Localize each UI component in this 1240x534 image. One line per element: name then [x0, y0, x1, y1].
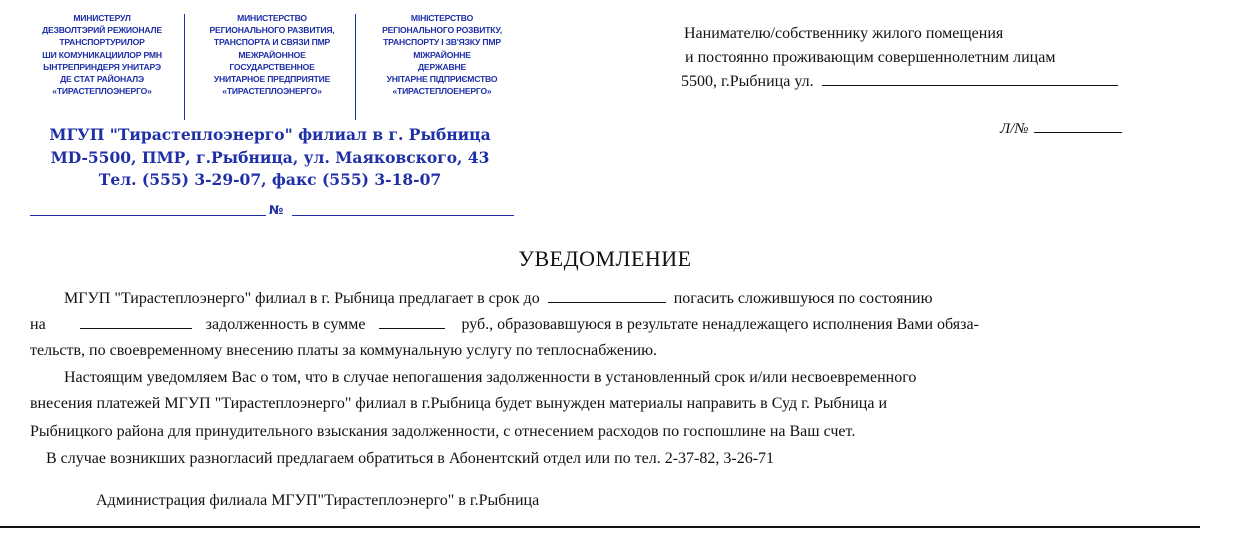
stamp-column-russian	[192, 12, 352, 97]
body-line: внесения платежей МГУП "Тирастеплоэнерго" филиал в г.Рыбница будет вынужден материалы направить в Суд г. Рыбница и	[30, 395, 888, 412]
addressee-block	[681, 22, 1118, 94]
stamp-column-ukrainian	[362, 12, 522, 97]
stamp-text: ТРАНСПОРТУ І ЗВ'ЯЗКУ ПМР	[383, 37, 501, 48]
number-sign: №	[269, 203, 284, 217]
stamp-organization-block	[0, 124, 540, 192]
stamp-text: УНИТАРНОЕ ПРЕДПРИЯТИЕ	[213, 74, 331, 85]
letterhead-stamp	[0, 0, 540, 240]
account-label: Л/№	[1000, 121, 1029, 137]
body-line: В случае возникших разногласий предлагаем обратиться в Абонентский отдел или по тел. 2-37-82, 3-26-71	[46, 450, 775, 467]
stamp-text: ТРАНСПОРТА И СВЯЗИ ПМР	[213, 37, 331, 48]
stamp-text: ДЕРЖАВНЕ	[418, 61, 466, 72]
stamp-text: ГОСУДАРСТВЕННОЕ	[229, 61, 315, 72]
deadline-blank	[548, 289, 666, 303]
stamp-text: ЫНТРЕПРИНДЕРЯ УНИТАРЭ	[43, 61, 161, 72]
addressee-address-label: 5500, г.Рыбница ул.	[681, 73, 814, 90]
stamp-text: «ТИРАСТЕПЛОЭНЕРГО»	[222, 86, 322, 97]
outgoing-date-field	[30, 215, 266, 216]
stamp-text: МІНІСТЕРСТВО	[410, 13, 474, 23]
stamp-divider	[355, 14, 356, 120]
stamp-text: МИНИСТЕРУЛ	[73, 13, 131, 23]
stamp-column-moldovan	[22, 12, 182, 97]
stamp-text: УНІТАРНЕ ПІДПРИЄМСТВО	[386, 74, 498, 85]
body-line: тельств, по своевременному внесению платы за коммунальную услугу по теплоснабжению.	[30, 342, 658, 359]
date-as-of-blank	[80, 315, 192, 329]
signature-line: Администрация филиала МГУП"Тирастеплоэнерго" в г.Рыбница	[96, 492, 540, 509]
body-line	[30, 315, 979, 335]
bottom-rule	[0, 526, 1200, 528]
organization-name: МГУП "Тирастеплоэнерго" филиал в г. Рыбница	[49, 125, 491, 144]
body-text: руб., образовавшуюся в результате ненадлежащего исполнения Вами обяза-	[461, 316, 979, 333]
stamp-text: ТРАНСПОРТУРИЛОР	[59, 37, 145, 48]
account-number	[1000, 120, 1122, 138]
stamp-text: ШИ КОМУНИКАЦИИЛОР РМН	[42, 49, 162, 60]
stamp-divider	[184, 14, 185, 120]
organization-phone: Тел. (555) 3-29-07, факс (555) 3-18-07	[98, 170, 442, 189]
stamp-text: МИНИСТЕРСТВО	[237, 13, 307, 23]
stamp-text: «ТИРАСТЕПЛОЕНЕРГО»	[392, 86, 492, 97]
stamp-text: «ТИРАСТЕПЛОЭНЕРГО»	[52, 86, 152, 97]
body-text: задолженность в сумме	[205, 316, 366, 333]
outgoing-number-field	[292, 215, 514, 216]
body-text: МГУП "Тирастеплоэнерго" филиал в г. Рыбница предлагает в срок до	[64, 290, 540, 307]
document-title: УВЕДОМЛЕНИЕ	[518, 246, 692, 271]
addressee-line: Нанимателю/собственнику жилого помещения	[684, 25, 1004, 42]
body-line: Настоящим уведомляем Вас о том, что в случае непогашения задолженности в установленный срок и/или несвоевременного	[64, 369, 917, 386]
body-line: Рыбницкого района для принудительного взыскания задолженности, с отнесением расходов по госпошлине на Ваш счет.	[30, 423, 856, 440]
body-line	[64, 289, 933, 309]
stamp-text: РЕГИОНАЛЬНОГО РАЗВИТИЯ,	[209, 25, 335, 36]
organization-address: MD-5500, ПМР, г.Рыбница, ул. Маяковского, 43	[50, 147, 490, 167]
stamp-text: МЕЖРАЙОННОЕ	[238, 49, 306, 60]
street-blank	[822, 71, 1118, 86]
body-text: погасить сложившуюся по состоянию	[673, 290, 933, 307]
account-blank	[1034, 120, 1122, 133]
stamp-text: ДЕЗВОЛТЭРИЙ РЕЖИОНАЛЕ	[42, 25, 162, 36]
addressee-address-line	[681, 70, 1118, 94]
addressee-line: и постоянно проживающим совершеннолетним лицам	[685, 49, 1056, 66]
amount-blank	[379, 315, 445, 329]
body-text: на	[30, 316, 46, 333]
stamp-text: МІЖРАЙОННЕ	[413, 49, 471, 60]
stamp-text: РЕГІОНАЛЬНОГО РОЗВИТКУ,	[382, 25, 502, 36]
stamp-text: ДЕ СТАТ РАЙОНАЛЭ	[60, 74, 144, 85]
